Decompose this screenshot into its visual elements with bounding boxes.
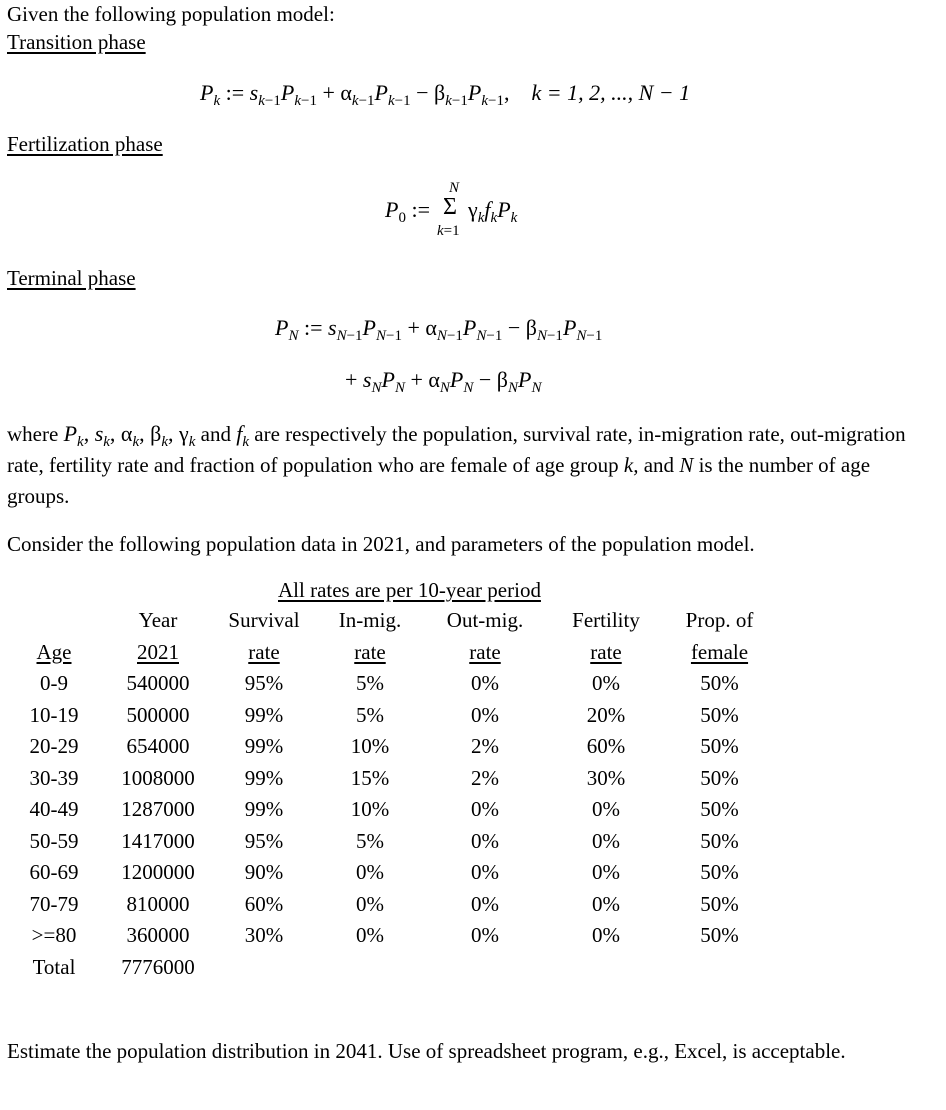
terminal-equation-line2: + $s_NP_N + \alpha_NP_N - \beta_NP_N$	[345, 367, 542, 396]
consider-text: Consider the following population data in 2021, and parameters of the population model.	[7, 532, 755, 556]
cell-fertility-rate: 0%	[592, 860, 620, 885]
header-age: Age	[36, 639, 72, 664]
header-fertility: Fertility	[572, 608, 640, 633]
cell-inmig-rate: 5%	[356, 671, 384, 696]
header-prop: Prop. of	[685, 608, 754, 633]
cell-age: 60-69	[29, 860, 79, 885]
cell-outmig-rate: 0%	[471, 860, 499, 885]
cell-fertility-rate: 20%	[586, 702, 626, 727]
cell-age: >=80	[31, 923, 77, 948]
intro-text: Given the following population model:	[7, 2, 335, 26]
header-outmig: Out-mig.	[446, 608, 524, 633]
heading-fertilization: Fertilization phase	[7, 132, 163, 156]
cell-age: 70-79	[29, 891, 79, 916]
cell-fertility-rate: 0%	[592, 923, 620, 948]
cell-prop-female: 50%	[700, 860, 739, 885]
table-row	[0, 920, 777, 952]
cell-outmig-rate: 0%	[471, 891, 499, 916]
total-value: 7776000	[121, 954, 195, 979]
heading-terminal: Terminal phase	[7, 266, 136, 290]
cell-age: 30-39	[29, 765, 79, 790]
cell-age: 50-59	[29, 828, 79, 853]
cell-prop-female: 50%	[700, 828, 739, 853]
cell-outmig-rate: 0%	[471, 702, 499, 727]
cell-survival-rate: 95%	[244, 671, 284, 696]
cell-inmig-rate: 0%	[356, 860, 384, 885]
cell-outmig-rate: 0%	[471, 923, 499, 948]
cell-population-2021: 540000	[126, 671, 190, 696]
cell-survival-rate: 99%	[244, 702, 284, 727]
cell-prop-female: 50%	[700, 702, 739, 727]
cell-population-2021: 1417000	[121, 828, 195, 853]
table-row	[0, 700, 777, 732]
header-inmig: In-mig.	[338, 608, 402, 633]
cell-inmig-rate: 15%	[350, 765, 390, 790]
cell-population-2021: 500000	[126, 702, 190, 727]
cell-inmig-rate: 10%	[350, 797, 390, 822]
cell-survival-rate: 60%	[244, 891, 284, 916]
cell-outmig-rate: 0%	[471, 797, 499, 822]
final-instruction: Estimate the population distribution in 2041. Use of spreadsheet program, e.g., Excel, is acceptable.	[7, 1039, 846, 1063]
cell-population-2021: 1287000	[121, 797, 195, 822]
cell-outmig-rate: 2%	[471, 765, 499, 790]
cell-age: 40-49	[29, 797, 79, 822]
cell-survival-rate: 99%	[244, 765, 284, 790]
population-table	[0, 605, 777, 983]
cell-outmig-rate: 2%	[471, 734, 499, 759]
cell-age: 20-29	[29, 734, 79, 759]
cell-fertility-rate: 30%	[586, 765, 626, 790]
cell-survival-rate: 95%	[244, 828, 284, 853]
cell-age: 0-9	[40, 671, 68, 696]
transition-equation: $P_k$ := $s_{k-1}P_{k-1} + \alpha_{k-1}P_{k-1} - \beta_{k-1}P_{k-1}$, k = 1, 2, ..., N − 1	[200, 80, 691, 109]
cell-prop-female: 50%	[700, 923, 739, 948]
cell-inmig-rate: 5%	[356, 828, 384, 853]
cell-prop-female: 50%	[700, 797, 739, 822]
cell-inmig-rate: 0%	[356, 891, 384, 916]
cell-outmig-rate: 0%	[471, 828, 499, 853]
header-row-2: Age 2021 rate rate rate rate female	[0, 637, 777, 669]
cell-prop-female: 50%	[700, 734, 739, 759]
transition-range: k = 1, 2, ..., N − 1	[531, 80, 691, 105]
where-paragraph: where $P_k$, $s_k$, $\alpha_k$, $\beta_k$, $\gamma_k$ and $f_k$ are respectively the population, survival rate, in-migration rate, out-migration rate, fertility rate and fraction of population who are female of age group k, and N is the number of age groups.	[7, 421, 906, 508]
cell-survival-rate: 90%	[244, 860, 284, 885]
header-survival: Survival	[228, 608, 300, 633]
cell-prop-female: 50%	[700, 891, 739, 916]
cell-survival-rate: 99%	[244, 734, 284, 759]
cell-fertility-rate: 0%	[592, 671, 620, 696]
table-row	[0, 668, 777, 700]
table-row	[0, 889, 777, 921]
cell-survival-rate: 30%	[244, 923, 284, 948]
heading-transition: Transition phase	[7, 30, 146, 54]
total-row	[0, 952, 777, 984]
terminal-equation-line1: $P_N$ := $s_{N-1}P_{N-1} + \alpha_{N-1}P_{N-1} - \beta_{N-1}P_{N-1}$	[275, 315, 603, 344]
table-row	[0, 763, 777, 795]
cell-population-2021: 654000	[126, 734, 190, 759]
cell-population-2021: 1008000	[121, 765, 195, 790]
header-row-1	[0, 605, 777, 637]
cell-prop-female: 50%	[700, 671, 739, 696]
cell-population-2021: 810000	[126, 891, 190, 916]
table-row	[0, 857, 777, 889]
cell-inmig-rate: 0%	[356, 923, 384, 948]
cell-inmig-rate: 10%	[350, 734, 390, 759]
table-caption: All rates are per 10-year period	[278, 578, 541, 602]
cell-population-2021: 360000	[126, 923, 190, 948]
cell-outmig-rate: 0%	[471, 671, 499, 696]
table-row	[0, 731, 777, 763]
cell-survival-rate: 99%	[244, 797, 284, 822]
table-row	[0, 794, 777, 826]
cell-fertility-rate: 0%	[592, 797, 620, 822]
table-row	[0, 826, 777, 858]
cell-fertility-rate: 0%	[592, 828, 620, 853]
fertilization-equation: N $P_0$ := Σ $\gamma_kf_kP_k$ k=1	[385, 180, 518, 239]
header-year: Year	[138, 608, 178, 633]
total-label: Total	[32, 954, 76, 979]
cell-fertility-rate: 60%	[586, 734, 626, 759]
cell-population-2021: 1200000	[121, 860, 195, 885]
cell-inmig-rate: 5%	[356, 702, 384, 727]
cell-fertility-rate: 0%	[592, 891, 620, 916]
cell-age: 10-19	[29, 702, 79, 727]
cell-prop-female: 50%	[700, 765, 739, 790]
